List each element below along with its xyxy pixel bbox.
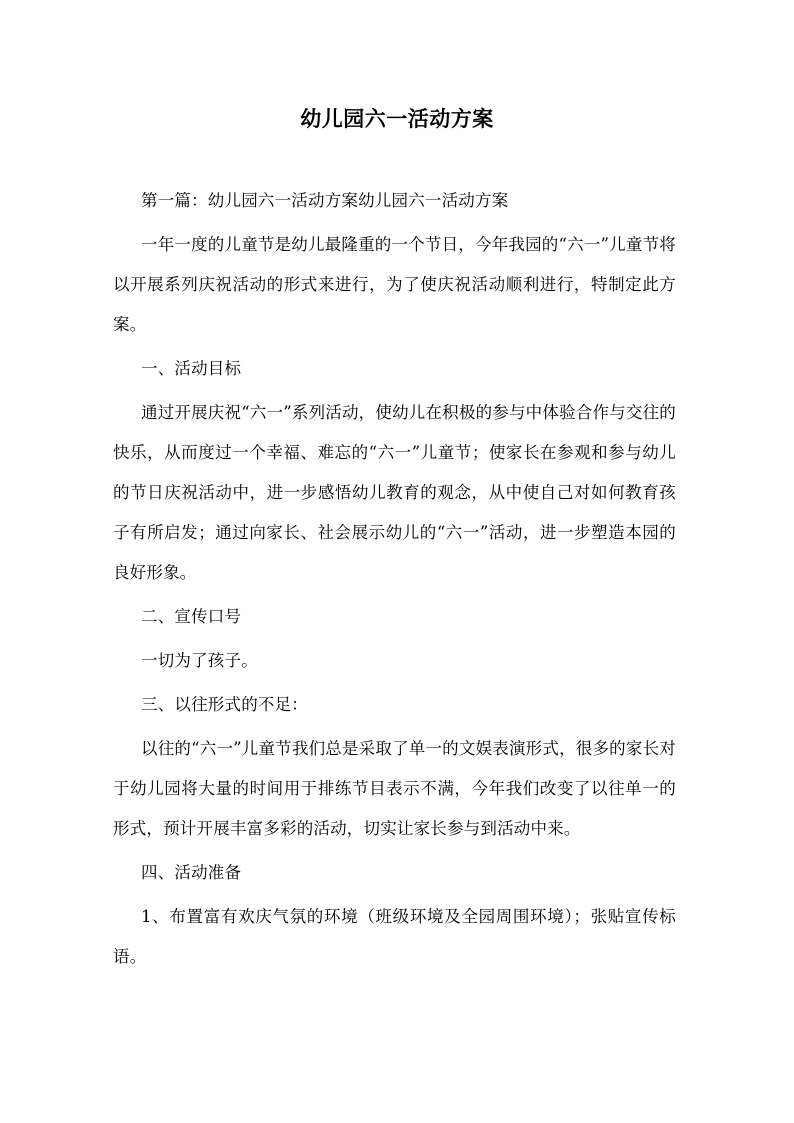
document-body	[113, 181, 676, 981]
heading-activity-goals: 一、活动目标	[141, 359, 242, 378]
paragraph-intro: 一年一度的儿童节是幼儿最隆重的一个节日，今年我园的“六一”儿童节将以开展系列庆祝活动的形式来进行，为了使庆祝活动顺利进行，特制定此方案。	[113, 235, 676, 334]
paragraph-preparation-1: 1、布置富有欢庆气氛的环境（班级环境及全园周围环境）；张贴宣传标语。	[113, 907, 676, 966]
paragraph-slogan: 一切为了孩子。	[141, 651, 258, 670]
heading-past-shortcomings: 三、以往形式的不足：	[141, 695, 308, 714]
heading-slogan: 二、宣传口号	[141, 607, 242, 626]
paragraph-past-shortcomings: 以往的“六一”儿童节我们总是采取了单一的文娱表演形式，很多的家长对于幼儿园将大量的时间用于排练节目表示不满，今年我们改变了以往单一的形式，预计开展丰富多彩的活动，切实让家长参与到活动中来。	[113, 739, 676, 838]
document-title: 幼儿园六一活动方案	[300, 106, 494, 131]
heading-preparation: 四、活动准备	[141, 863, 242, 882]
paragraph-section-heading: 第一篇：幼儿园六一活动方案幼儿园六一活动方案	[141, 191, 509, 210]
paragraph-activity-goals: 通过开展庆祝“六一”系列活动，使幼儿在积极的参与中体验合作与交往的快乐，从而度过一个幸福、难忘的“六一”儿童节；使家长在参观和参与幼儿的节日庆祝活动中，进一步感悟幼儿教育的观念，从中使自己对如何教育孩子有所启发；通过向家长、社会展示幼儿的“六一”活动，进一步塑造本园的良好形象。	[113, 403, 676, 582]
